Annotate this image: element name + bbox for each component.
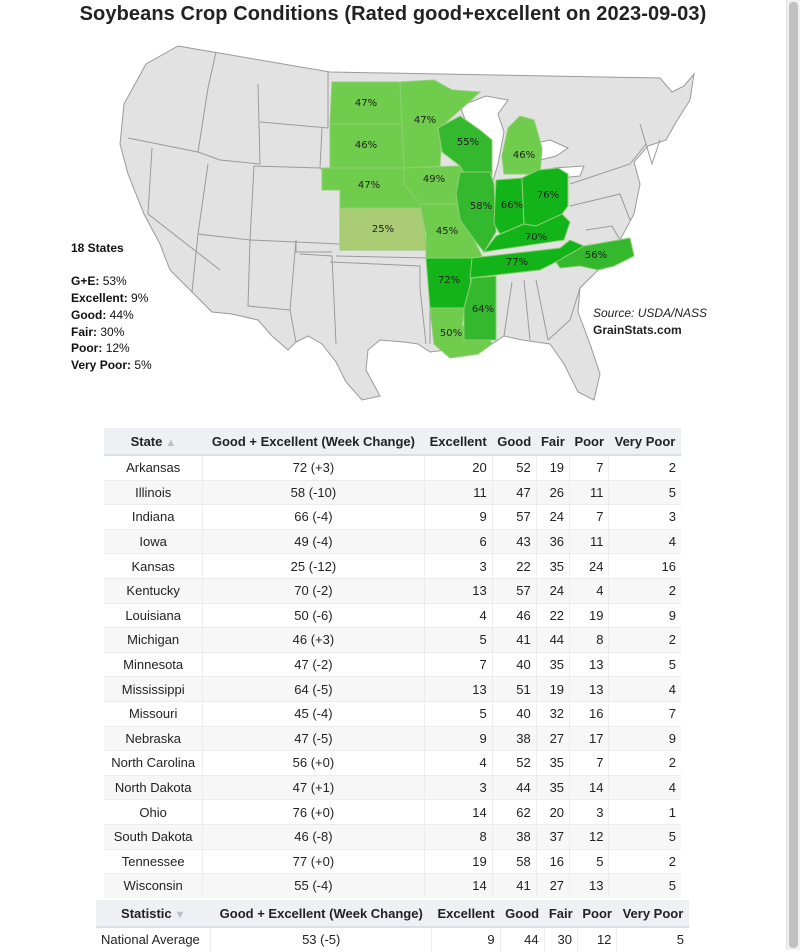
map-label-michigan: 46%: [512, 150, 536, 161]
map-label-north-carolina: 56%: [584, 250, 608, 261]
summary-item-ge: [71, 273, 152, 290]
summary-panel: [71, 240, 152, 374]
cell-very-poor: 4: [609, 677, 681, 702]
map-label-iowa: 49%: [422, 174, 446, 185]
summary-item-good: [71, 307, 152, 324]
cell-excellent: 4: [424, 603, 492, 628]
cell-state: Missouri: [104, 701, 203, 726]
summary-label: Poor:: [71, 341, 103, 356]
source-credit: [593, 305, 707, 339]
cell-ge: 56 (+0): [203, 751, 424, 776]
cell-good: 41: [492, 628, 536, 653]
cell-excellent: 3: [424, 775, 492, 800]
cell-state: Michigan: [104, 628, 203, 653]
cell-good: 62: [492, 800, 536, 825]
cell-very-poor: 2: [609, 628, 681, 653]
cell-good: 40: [492, 652, 536, 677]
cell-good: 44: [492, 775, 536, 800]
cell-fair: 24: [536, 505, 569, 530]
summary-heading: 18 States: [71, 241, 124, 255]
cell-poor: 3: [570, 800, 609, 825]
map-label-wisconsin: 55%: [456, 137, 480, 148]
column-header-poor[interactable]: Poor: [570, 428, 609, 455]
map-label-arkansas: 72%: [437, 275, 461, 286]
cell-very-poor: 5: [617, 927, 689, 952]
summary-value: 9%: [131, 291, 149, 306]
statistics-table: [96, 900, 689, 952]
cell-state: Illinois: [104, 480, 203, 505]
table-row: [104, 751, 681, 776]
states-table: [104, 428, 681, 898]
table-row: [104, 628, 681, 653]
cell-poor: 4: [570, 578, 609, 603]
cell-excellent: 9: [432, 927, 500, 952]
summary-label: Fair:: [71, 324, 98, 339]
cell-very-poor: 5: [609, 480, 681, 505]
cell-very-poor: 5: [609, 652, 681, 677]
cell-excellent: 13: [424, 578, 492, 603]
cell-excellent: 7: [424, 652, 492, 677]
summary-value: 53%: [102, 274, 127, 289]
cell-very-poor: 1: [609, 800, 681, 825]
cell-excellent: 14: [424, 800, 492, 825]
cell-good: 38: [492, 726, 536, 751]
cell-very-poor: 5: [609, 824, 681, 849]
summary-item-very-poor: [71, 357, 152, 374]
cell-state: Indiana: [104, 505, 203, 530]
summary-item-poor: [71, 340, 152, 357]
cell-fair: 35: [536, 554, 569, 579]
cell-excellent: 20: [424, 455, 492, 480]
cell-very-poor: 2: [609, 849, 681, 874]
cell-state: Tennessee: [104, 849, 203, 874]
column-header-fair[interactable]: Fair: [536, 428, 569, 455]
states-table-body: [104, 455, 681, 898]
summary-label: Good:: [71, 307, 107, 322]
map-label-south-dakota: 46%: [354, 140, 378, 151]
cell-ge: 45 (-4): [203, 701, 424, 726]
cell-state: Mississippi: [104, 677, 203, 702]
cell-good: 43: [492, 529, 536, 554]
cell-poor: 7: [570, 455, 609, 480]
cell-ge: 76 (+0): [203, 800, 424, 825]
map-label-mississippi: 64%: [471, 304, 495, 315]
cell-state: North Dakota: [104, 775, 203, 800]
cell-fair: 32: [536, 701, 569, 726]
table-row: [104, 726, 681, 751]
table-row: [104, 505, 681, 530]
cell-good: 57: [492, 505, 536, 530]
cell-state: National Average: [96, 927, 211, 952]
cell-fair: 37: [536, 824, 569, 849]
column-header-poor[interactable]: Poor: [577, 900, 616, 927]
map-label-nebraska: 47%: [357, 180, 381, 191]
cell-fair: 35: [536, 751, 569, 776]
cell-excellent: 9: [424, 726, 492, 751]
cell-good: 44: [500, 927, 544, 952]
summary-value: 12%: [105, 341, 130, 356]
map-label-tennessee: 77%: [505, 257, 529, 268]
cell-state: Ohio: [104, 800, 203, 825]
cell-excellent: 5: [424, 701, 492, 726]
cell-fair: 27: [536, 726, 569, 751]
cell-ge: 47 (-5): [203, 726, 424, 751]
cell-state: Louisiana: [104, 603, 203, 628]
cell-ge: 49 (-4): [203, 529, 424, 554]
cell-good: 38: [492, 824, 536, 849]
table-row: [104, 824, 681, 849]
column-header-label: State: [130, 433, 163, 449]
cell-fair: 16: [536, 849, 569, 874]
cell-poor: 11: [570, 529, 609, 554]
table-row: [104, 455, 681, 480]
column-header-good[interactable]: Good: [492, 428, 536, 455]
cell-poor: 16: [570, 701, 609, 726]
summary-label: Excellent:: [71, 291, 128, 306]
cell-very-poor: 16: [609, 554, 681, 579]
cell-good: 58: [492, 849, 536, 874]
column-header-ge[interactable]: Good + Excellent (Week Change): [203, 428, 424, 455]
column-header-fair[interactable]: Fair: [544, 900, 577, 927]
column-header-ge[interactable]: Good + Excellent (Week Change): [211, 900, 432, 927]
sort-ascending-icon: ▲: [165, 436, 177, 449]
map-label-missouri: 45%: [435, 226, 459, 237]
scrollbar-thumb[interactable]: [789, 2, 798, 948]
cell-state: Wisconsin: [104, 874, 203, 898]
cell-ge: 66 (-4): [203, 505, 424, 530]
cell-good: 57: [492, 578, 536, 603]
map-label-north-dakota: 47%: [354, 98, 378, 109]
table-row: [104, 874, 681, 898]
cell-good: 41: [492, 874, 536, 898]
column-header-state[interactable]: [104, 428, 203, 455]
cell-poor: 5: [570, 849, 609, 874]
map-label-ohio: 76%: [536, 190, 560, 201]
cell-ge: 47 (-2): [203, 652, 424, 677]
cell-fair: 19: [536, 677, 569, 702]
summary-item-excellent: [71, 290, 152, 307]
table-row: [104, 677, 681, 702]
table-row: [104, 480, 681, 505]
cell-fair: 26: [536, 480, 569, 505]
cell-fair: 35: [536, 775, 569, 800]
cell-fair: 36: [536, 529, 569, 554]
cell-poor: 19: [570, 603, 609, 628]
stats-table-body: [96, 927, 689, 952]
table-row: [104, 603, 681, 628]
column-header-good[interactable]: Good: [500, 900, 544, 927]
cell-poor: 7: [570, 505, 609, 530]
table-row: [104, 578, 681, 603]
cell-ge: 46 (-8): [203, 824, 424, 849]
cell-fair: 44: [536, 628, 569, 653]
vertical-scrollbar[interactable]: [786, 0, 800, 950]
cell-very-poor: 2: [609, 751, 681, 776]
map-label-indiana: 66%: [500, 200, 524, 211]
summary-label: G+E:: [71, 274, 100, 289]
cell-ge: 77 (+0): [203, 849, 424, 874]
cell-state: Kansas: [104, 554, 203, 579]
cell-very-poor: 2: [609, 578, 681, 603]
table-row: [104, 701, 681, 726]
summary-value: 44%: [109, 307, 134, 322]
summary-item-fair: [71, 324, 152, 341]
map-label-minnesota: 47%: [413, 115, 437, 126]
cell-state: Kentucky: [104, 578, 203, 603]
cell-good: 46: [492, 603, 536, 628]
cell-poor: 13: [570, 652, 609, 677]
cell-fair: 24: [536, 578, 569, 603]
table-row: [104, 529, 681, 554]
column-header-label: Statistic: [121, 905, 172, 921]
cell-fair: 20: [536, 800, 569, 825]
table-row: [104, 652, 681, 677]
cell-state: Minnesota: [104, 652, 203, 677]
cell-very-poor: 3: [609, 505, 681, 530]
cell-ge: 50 (-6): [203, 603, 424, 628]
cell-good: 47: [492, 480, 536, 505]
cell-good: 22: [492, 554, 536, 579]
cell-excellent: 14: [424, 874, 492, 898]
summary-label: Very Poor:: [71, 357, 132, 372]
cell-excellent: 3: [424, 554, 492, 579]
map-label-kansas: 25%: [371, 224, 395, 235]
table-row: [104, 849, 681, 874]
cell-state: Nebraska: [104, 726, 203, 751]
cell-excellent: 9: [424, 505, 492, 530]
table-row: [104, 775, 681, 800]
cell-state: North Carolina: [104, 751, 203, 776]
sort-descending-icon: ▼: [174, 908, 186, 921]
map-label-kentucky: 70%: [524, 232, 548, 243]
page-title: Soybeans Crop Conditions (Rated good+excellent on 2023-09-03): [79, 3, 707, 25]
cell-poor: 11: [570, 480, 609, 505]
cell-state: South Dakota: [104, 824, 203, 849]
cell-excellent: 6: [424, 529, 492, 554]
summary-value: 30%: [100, 324, 125, 339]
cell-fair: 30: [544, 927, 577, 952]
cell-excellent: 11: [424, 480, 492, 505]
cell-excellent: 8: [424, 824, 492, 849]
cell-excellent: 4: [424, 751, 492, 776]
cell-good: 52: [492, 751, 536, 776]
cell-ge: 58 (-10): [203, 480, 424, 505]
source-text: Source: USDA/NASS: [593, 306, 708, 320]
map-label-illinois: 58%: [469, 201, 493, 212]
cell-ge: 72 (+3): [203, 455, 424, 480]
cell-fair: 19: [536, 455, 569, 480]
cell-poor: 7: [570, 751, 609, 776]
column-header-very-poor[interactable]: Very Poor: [609, 428, 681, 455]
cell-very-poor: 9: [609, 726, 681, 751]
cell-excellent: 5: [424, 628, 492, 653]
us-map-svg: [100, 44, 720, 409]
cell-good: 51: [492, 677, 536, 702]
cell-ge: 47 (+1): [203, 775, 424, 800]
cell-very-poor: 9: [609, 603, 681, 628]
cell-very-poor: 2: [609, 455, 681, 480]
cell-good: 40: [492, 701, 536, 726]
cell-ge: 25 (-12): [203, 554, 424, 579]
column-header-excellent[interactable]: Excellent: [432, 900, 500, 927]
cell-fair: 35: [536, 652, 569, 677]
cell-fair: 22: [536, 603, 569, 628]
cell-poor: 24: [570, 554, 609, 579]
brand-text: GrainStats.com: [593, 323, 682, 337]
cell-poor: 17: [570, 726, 609, 751]
cell-poor: 14: [570, 775, 609, 800]
cell-very-poor: 4: [609, 529, 681, 554]
column-header-statistic[interactable]: [96, 900, 211, 927]
cell-excellent: 13: [424, 677, 492, 702]
cell-ge: 53 (-5): [211, 927, 432, 952]
table-row: [104, 554, 681, 579]
summary-value: 5%: [134, 357, 152, 372]
cell-very-poor: 4: [609, 775, 681, 800]
cell-very-poor: 7: [609, 701, 681, 726]
cell-state: Arkansas: [104, 455, 203, 480]
stats-table-header-row: [96, 900, 689, 927]
column-header-very-poor[interactable]: Very Poor: [617, 900, 689, 927]
map-label-louisiana: 50%: [439, 328, 463, 339]
cell-ge: 55 (-4): [203, 874, 424, 898]
column-header-excellent[interactable]: Excellent: [424, 428, 492, 455]
cell-fair: 27: [536, 874, 569, 898]
cell-ge: 46 (+3): [203, 628, 424, 653]
states-table-header-row: [104, 428, 681, 455]
cell-poor: 12: [570, 824, 609, 849]
cell-very-poor: 5: [609, 874, 681, 898]
cell-good: 52: [492, 455, 536, 480]
table-row: [104, 800, 681, 825]
us-map: [100, 44, 720, 409]
cell-poor: 12: [577, 927, 616, 952]
cell-ge: 64 (-5): [203, 677, 424, 702]
table-row: [96, 927, 689, 952]
cell-ge: 70 (-2): [203, 578, 424, 603]
cell-poor: 13: [570, 677, 609, 702]
cell-state: Iowa: [104, 529, 203, 554]
cell-poor: 13: [570, 874, 609, 898]
cell-poor: 8: [570, 628, 609, 653]
cell-excellent: 19: [424, 849, 492, 874]
